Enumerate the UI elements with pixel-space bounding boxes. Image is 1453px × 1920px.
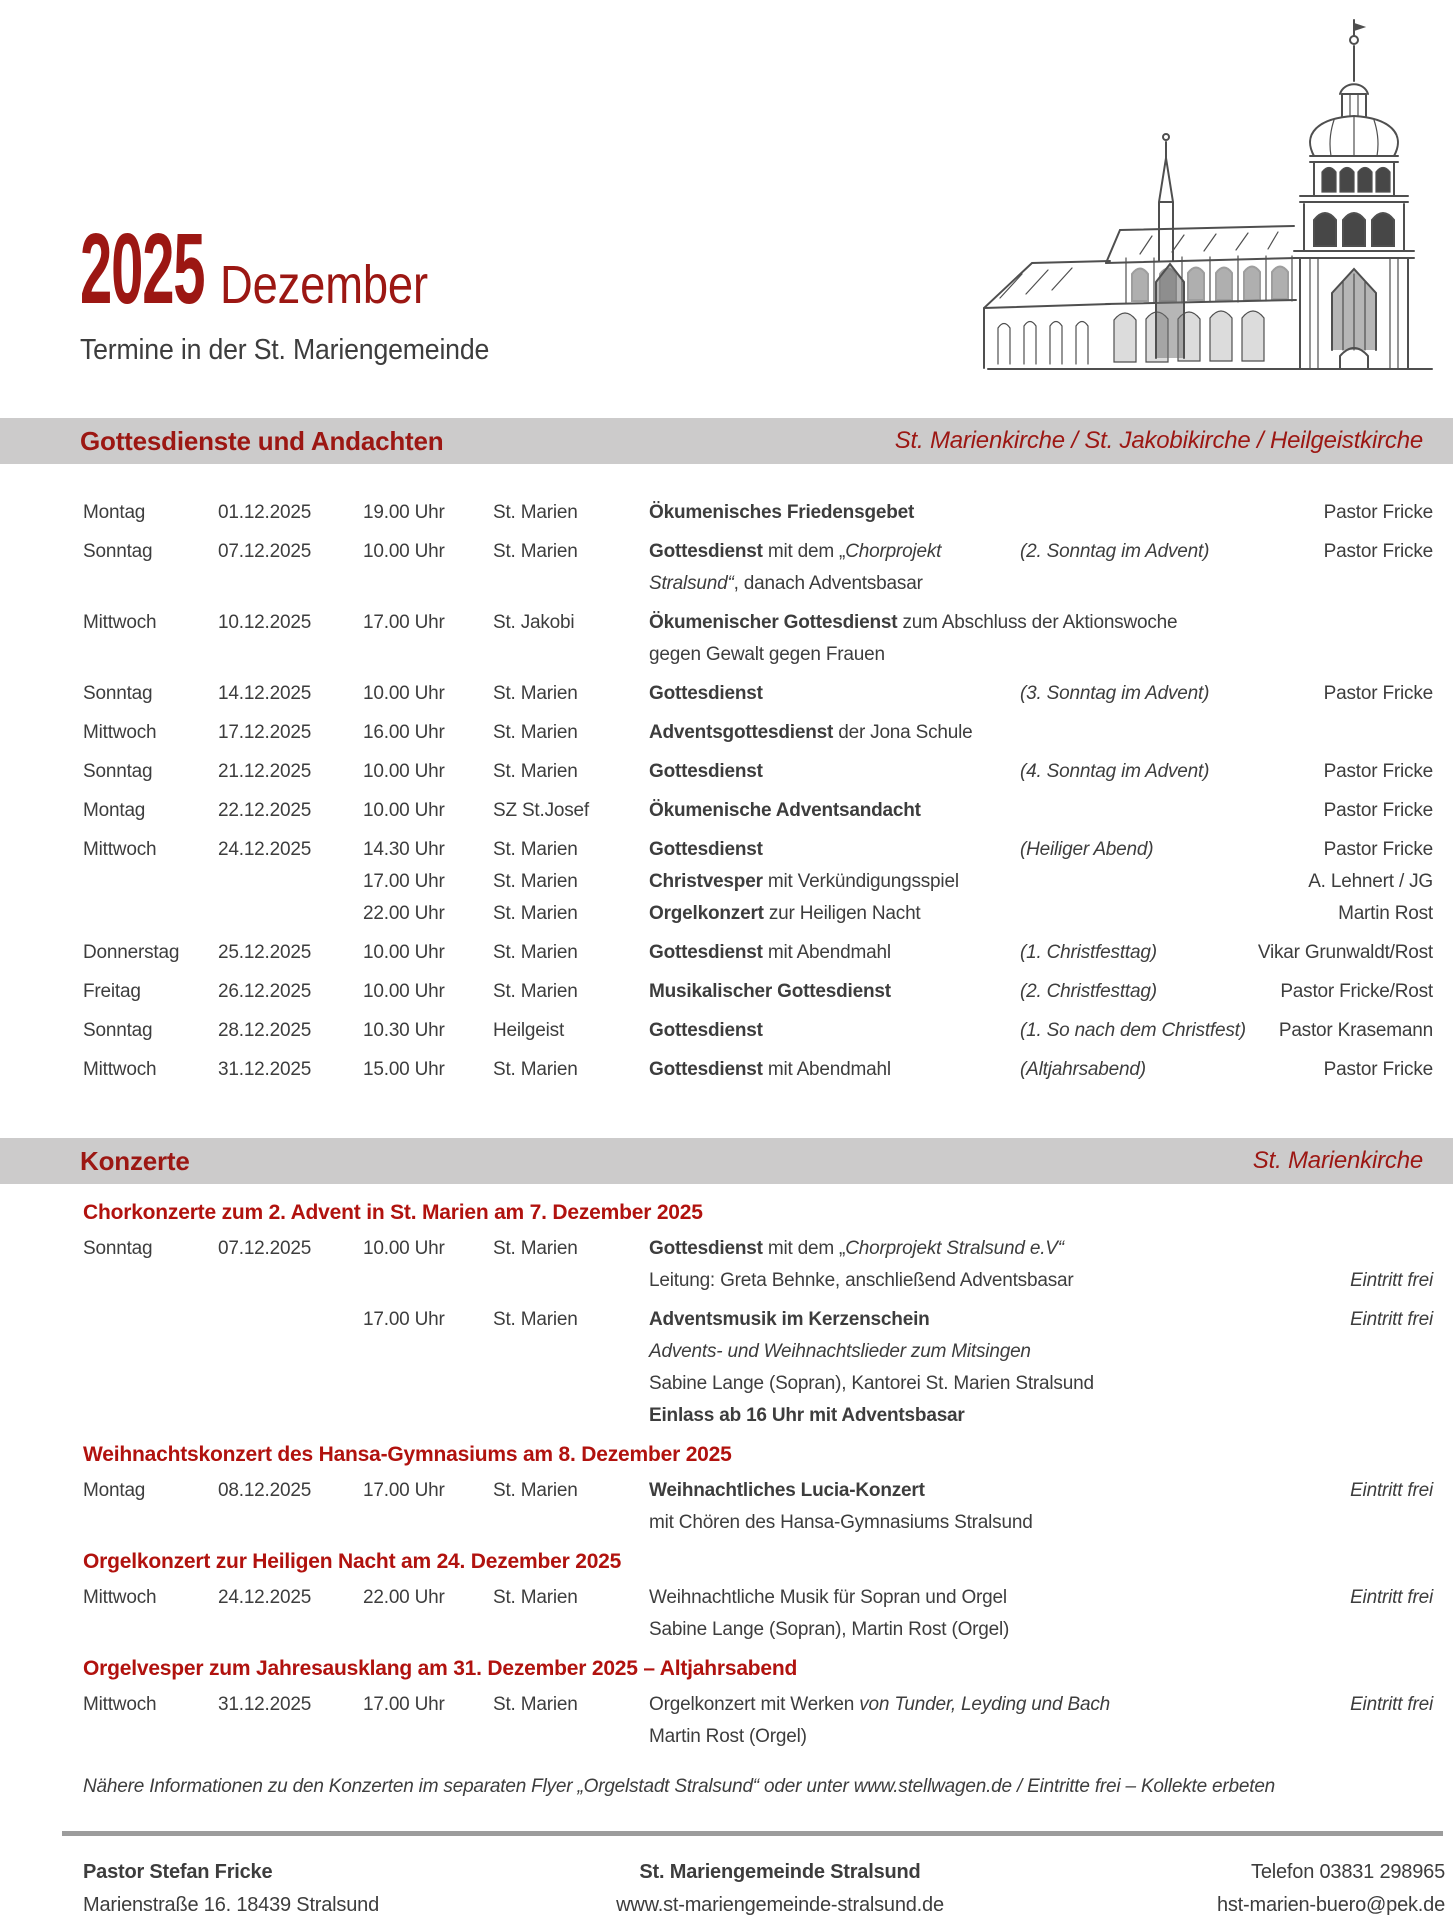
note-cell: (1. So nach dem Christfest) [1020, 1020, 1246, 1041]
text-segment: Musikalischer Gottesdienst [649, 981, 891, 1002]
service-row-line [83, 639, 1433, 671]
day-cell [83, 568, 218, 600]
text-segment: Orgelkonzert mit Werken [649, 1694, 860, 1715]
day-cell: Mittwoch [83, 612, 157, 633]
day-cell [83, 866, 218, 898]
date-cell: 17.12.2025 [218, 722, 312, 743]
concert-row-line [83, 1265, 1433, 1297]
day-cell [83, 1507, 218, 1539]
concert-row-line [83, 1689, 1433, 1721]
location-cell: St. Marien [493, 1694, 578, 1715]
service-row-line [83, 937, 1433, 969]
time-cell [363, 1265, 493, 1297]
date-cell: 21.12.2025 [218, 761, 312, 782]
time-cell: 10.00 Uhr [363, 800, 445, 821]
time-cell: 17.00 Uhr [363, 1694, 445, 1715]
date-cell [218, 1304, 363, 1336]
description-cell [649, 1689, 1433, 1721]
time-cell: 17.00 Uhr [363, 1309, 445, 1330]
title-month: Dezember [220, 255, 429, 315]
day-cell [83, 898, 218, 930]
footer-contact-person [83, 1856, 379, 1920]
time-cell: 10.00 Uhr [363, 942, 445, 963]
text-segment: Adventsgottesdienst [649, 722, 834, 743]
location-cell [493, 1400, 649, 1432]
service-row-line [83, 497, 1433, 529]
page-title [80, 212, 468, 327]
text-segment: mit dem „ [762, 541, 846, 562]
description-cell [649, 795, 1433, 827]
day-cell: Mittwoch [83, 722, 157, 743]
location-cell: St. Jakobi [493, 612, 575, 633]
day-cell: Montag [83, 502, 146, 523]
day-cell: Sonntag [83, 683, 153, 704]
location-cell: St. Marien [493, 683, 578, 704]
description-cell [649, 1233, 1433, 1265]
service-row-line [83, 717, 1433, 749]
note-cell: (2. Sonntag im Advent) [1020, 541, 1210, 562]
text-segment: Ökumenisches Friedensgebet [649, 502, 915, 523]
church-illustration [960, 6, 1448, 378]
pastor-cell: Pastor Fricke [1323, 502, 1433, 523]
description-cell [649, 1507, 1433, 1539]
text-segment: Ökumenische Adventsandacht [649, 800, 921, 821]
footer-phone: Telefon 03831 298965 [1251, 1861, 1445, 1883]
text-segment: Sabine Lange (Sopran), Kantorei St. Marien Stralsund [649, 1373, 1094, 1394]
note-cell: (2. Christfesttag) [1020, 981, 1157, 1002]
text-segment: Chorprojekt [845, 541, 942, 562]
services-section-title: Gottesdienste und Andachten [80, 425, 444, 456]
pastor-cell: Pastor Fricke [1323, 800, 1433, 821]
day-cell [83, 1265, 218, 1297]
concert-row-line [83, 1721, 1433, 1753]
pastor-cell: A. Lehnert / JG [1308, 871, 1433, 892]
concerts-footnote: Nähere Informationen zu den Konzerten im separaten Flyer „Orgelstadt Stralsund“ oder unter www.stellwagen.de / Eintritte frei – Kollekte erbeten [83, 1776, 1276, 1797]
concert-row-line [83, 1475, 1433, 1507]
date-cell: 01.12.2025 [218, 502, 312, 523]
concert-group-heading: Orgelvesper zum Jahresausklang am 31. Dezember 2025 – Altjahrsabend [83, 1657, 798, 1680]
text-segment: Advents- und Weihnachtslieder zum Mitsingen [649, 1341, 1031, 1362]
location-cell: Heilgeist [493, 1020, 565, 1041]
location-cell: St. Marien [493, 1587, 578, 1608]
time-cell [363, 568, 493, 600]
description-cell [649, 1614, 1433, 1646]
location-cell: St. Marien [493, 981, 578, 1002]
footer-parish [430, 1856, 1130, 1920]
date-cell [218, 1721, 363, 1753]
text-segment: Leitung: Greta Behnke, anschließend Adventsbasar [649, 1270, 1074, 1291]
location-cell: St. Marien [493, 942, 578, 963]
date-cell [218, 866, 363, 898]
text-segment: Martin Rost (Orgel) [649, 1726, 807, 1747]
date-cell [218, 1614, 363, 1646]
pastor-cell: Pastor Fricke [1323, 541, 1433, 562]
text-segment: Gottesdienst [649, 1020, 763, 1041]
service-row-line [83, 678, 1433, 710]
text-segment: Gottesdienst [649, 839, 763, 860]
service-row-line [83, 795, 1433, 827]
location-cell [493, 568, 649, 600]
day-cell [83, 1614, 218, 1646]
date-cell [218, 898, 363, 930]
date-cell: 31.12.2025 [218, 1694, 312, 1715]
time-cell [363, 1507, 493, 1539]
text-segment: Ökumenischer Gottesdienst [649, 612, 898, 633]
time-cell [363, 1721, 493, 1753]
text-segment: Gottesdienst [649, 1059, 763, 1080]
text-segment: Weihnachtliche Musik für Sopran und Orgel [649, 1587, 1007, 1608]
text-segment: Gottesdienst [649, 761, 763, 782]
description-cell [649, 1400, 1433, 1432]
description-cell [649, 717, 1433, 749]
footer-contact-details [1217, 1856, 1445, 1920]
time-cell: 19.00 Uhr [363, 502, 445, 523]
description-cell [649, 568, 1433, 600]
day-cell: Mittwoch [83, 1694, 157, 1715]
pastor-cell: Pastor Fricke [1323, 1059, 1433, 1080]
date-cell [218, 639, 363, 671]
admission-cell: Eintritt frei [1350, 1480, 1433, 1501]
description-cell [649, 1475, 1433, 1507]
service-row-line [83, 866, 1433, 898]
text-segment: Gottesdienst [649, 942, 763, 963]
service-row-line [83, 1015, 1433, 1047]
location-cell [493, 639, 649, 671]
footer-email: hst-marien-buero@pek.de [1216, 1894, 1445, 1916]
pastor-cell: Pastor Fricke/Rost [1280, 981, 1433, 1002]
pastor-cell: Pastor Krasemann [1278, 1020, 1433, 1041]
date-cell: 14.12.2025 [218, 683, 312, 704]
day-cell [83, 1400, 218, 1432]
text-segment: mit dem „ [762, 1238, 846, 1259]
service-row-line [83, 898, 1433, 930]
location-cell: SZ St.Josef [493, 800, 590, 821]
day-cell: Montag [83, 1480, 146, 1501]
date-cell [218, 568, 363, 600]
time-cell: 15.00 Uhr [363, 1059, 445, 1080]
day-cell [83, 639, 218, 671]
text-segment: Einlass ab 16 Uhr mit Adventsbasar [649, 1405, 965, 1426]
time-cell: 22.00 Uhr [363, 903, 445, 924]
note-cell: (Altjahrsabend) [1020, 1059, 1146, 1080]
description-cell [649, 497, 1433, 529]
day-cell: Montag [83, 800, 146, 821]
time-cell: 10.00 Uhr [363, 981, 445, 1002]
location-cell: St. Marien [493, 761, 578, 782]
day-cell [83, 1368, 218, 1400]
location-cell: St. Marien [493, 1059, 578, 1080]
date-cell: 24.12.2025 [218, 1587, 312, 1608]
footer-pastor-name: Pastor Stefan Fricke [83, 1861, 273, 1883]
concert-group-heading: Orgelkonzert zur Heiligen Nacht am 24. Dezember 2025 [83, 1550, 622, 1573]
date-cell [218, 1265, 363, 1297]
concert-group-heading: Weihnachtskonzert des Hansa-Gymnasiums am 8. Dezember 2025 [83, 1443, 732, 1466]
text-segment: , danach Adventsbasar [733, 573, 923, 594]
concerts-section-title: Konzerte [80, 1145, 190, 1176]
date-cell [218, 1336, 363, 1368]
day-cell: Mittwoch [83, 839, 157, 860]
services-table [83, 497, 1433, 1093]
concert-row-line [83, 1233, 1433, 1265]
admission-cell: Eintritt frei [1350, 1309, 1433, 1330]
admission-cell: Eintritt frei [1350, 1694, 1433, 1715]
pastor-cell: Pastor Fricke [1323, 839, 1433, 860]
pastor-cell: Vikar Grunwaldt/Rost [1257, 942, 1433, 963]
date-cell [218, 1400, 363, 1432]
service-row-line [83, 536, 1433, 568]
concert-row-line [83, 1400, 1433, 1432]
concert-group-heading: Chorkonzerte zum 2. Advent in St. Marien am 7. Dezember 2025 [83, 1201, 703, 1224]
date-cell: 08.12.2025 [218, 1480, 312, 1501]
location-cell: St. Marien [493, 839, 578, 860]
location-cell: St. Marien [493, 1480, 578, 1501]
description-cell [649, 1368, 1433, 1400]
date-cell: 24.12.2025 [218, 839, 312, 860]
day-cell: Donnerstag [83, 942, 180, 963]
text-segment: Orgelkonzert [649, 903, 764, 924]
location-cell: St. Marien [493, 722, 578, 743]
location-cell [493, 1614, 649, 1646]
date-cell: 28.12.2025 [218, 1020, 312, 1041]
location-cell: St. Marien [493, 1238, 578, 1259]
date-cell: 07.12.2025 [218, 1238, 312, 1259]
text-segment: Weihnachtliches Lucia-Konzert [649, 1480, 925, 1501]
service-row-line [83, 976, 1433, 1008]
time-cell: 14.30 Uhr [363, 839, 445, 860]
concerts-section-locations: St. Marienkirche [1252, 1147, 1423, 1174]
service-row-line [83, 834, 1433, 866]
location-cell: St. Marien [493, 1309, 578, 1330]
text-segment: Gottesdienst [649, 683, 763, 704]
text-segment: Adventsmusik im Kerzenschein [649, 1309, 930, 1330]
text-segment: Sabine Lange (Sopran), Martin Rost (Orgel) [649, 1619, 1010, 1640]
time-cell [363, 1614, 493, 1646]
title-year: 2025 [80, 213, 205, 325]
pastor-cell: Pastor Fricke [1323, 683, 1433, 704]
time-cell [363, 639, 493, 671]
description-cell [649, 1265, 1433, 1297]
concert-row-line [83, 1336, 1433, 1368]
day-cell: Sonntag [83, 541, 153, 562]
page-subtitle: Termine in der St. Mariengemeinde [80, 334, 490, 366]
concerts-section-banner [0, 1138, 1453, 1184]
text-segment: von Tunder, Leyding und Bach [859, 1694, 1110, 1715]
description-cell [649, 898, 1433, 930]
date-cell: 25.12.2025 [218, 942, 312, 963]
text-segment: Gottesdienst [649, 1238, 763, 1259]
location-cell [493, 1265, 649, 1297]
text-segment: gegen Gewalt gegen Frauen [649, 644, 885, 665]
date-cell: 22.12.2025 [218, 800, 312, 821]
pastor-cell: Pastor Fricke [1323, 761, 1433, 782]
time-cell [363, 1368, 493, 1400]
time-cell: 16.00 Uhr [363, 722, 445, 743]
description-cell [649, 1304, 1433, 1336]
admission-cell: Eintritt frei [1350, 1270, 1433, 1291]
concert-row-line [83, 1368, 1433, 1400]
location-cell: St. Marien [493, 871, 578, 892]
time-cell: 10.00 Uhr [363, 683, 445, 704]
text-segment: mit Verkündigungsspiel [762, 871, 959, 892]
day-cell: Mittwoch [83, 1587, 157, 1608]
description-cell [649, 607, 1433, 639]
service-row-line [83, 1054, 1433, 1086]
concert-row-line [83, 1582, 1433, 1614]
date-cell: 07.12.2025 [218, 541, 312, 562]
concert-row-line [83, 1507, 1433, 1539]
service-row-line [83, 756, 1433, 788]
text-segment: zur Heiligen Nacht [763, 903, 921, 924]
concert-row-line [83, 1614, 1433, 1646]
note-cell: (3. Sonntag im Advent) [1020, 683, 1210, 704]
location-cell: St. Marien [493, 903, 578, 924]
description-cell [649, 1336, 1433, 1368]
footer-website: www.st-mariengemeinde-stralsund.de [616, 1894, 944, 1916]
time-cell: 22.00 Uhr [363, 1587, 445, 1608]
text-segment: mit Abendmahl [762, 1059, 891, 1080]
time-cell: 17.00 Uhr [363, 1480, 445, 1501]
description-cell [649, 639, 1433, 671]
date-cell [218, 1507, 363, 1539]
note-cell: (4. Sonntag im Advent) [1020, 761, 1210, 782]
description-cell [649, 1582, 1433, 1614]
day-cell [83, 1304, 218, 1336]
text-segment: mit Abendmahl [762, 942, 891, 963]
time-cell [363, 1336, 493, 1368]
footer-divider [62, 1831, 1443, 1836]
note-cell: (Heiliger Abend) [1020, 839, 1154, 860]
description-cell [649, 1721, 1433, 1753]
text-segment: Stralsund“ [649, 573, 734, 594]
day-cell: Sonntag [83, 761, 153, 782]
concerts-table [83, 1190, 1433, 1760]
text-segment: Chorprojekt Stralsund e.V“ [845, 1238, 1064, 1259]
time-cell [363, 1400, 493, 1432]
time-cell: 10.00 Uhr [363, 541, 445, 562]
time-cell: 10.00 Uhr [363, 761, 445, 782]
location-cell: St. Marien [493, 502, 578, 523]
time-cell: 10.00 Uhr [363, 1238, 445, 1259]
day-cell: Sonntag [83, 1020, 153, 1041]
time-cell: 17.00 Uhr [363, 871, 445, 892]
location-cell [493, 1721, 649, 1753]
concert-row-line [83, 1304, 1433, 1336]
location-cell: St. Marien [493, 541, 578, 562]
location-cell [493, 1368, 649, 1400]
footer-address: Marienstraße 16. 18439 Stralsund [83, 1894, 379, 1916]
text-segment: Gottesdienst [649, 541, 763, 562]
day-cell [83, 1336, 218, 1368]
time-cell: 17.00 Uhr [363, 612, 445, 633]
text-segment: zum Abschluss der Aktionswoche [897, 612, 1178, 633]
service-row-line [83, 568, 1433, 600]
location-cell [493, 1336, 649, 1368]
services-section-banner [0, 418, 1453, 464]
day-cell: Freitag [83, 981, 141, 1002]
admission-cell: Eintritt frei [1350, 1587, 1433, 1608]
text-segment: Christvesper [649, 871, 763, 892]
services-section-locations: St. Marienkirche / St. Jakobikirche / Heilgeistkirche [894, 427, 1423, 454]
day-cell: Mittwoch [83, 1059, 157, 1080]
service-row-line [83, 607, 1433, 639]
date-cell: 31.12.2025 [218, 1059, 312, 1080]
text-segment: mit Chören des Hansa-Gymnasiums Stralsund [649, 1512, 1033, 1533]
date-cell: 10.12.2025 [218, 612, 312, 633]
time-cell: 10.30 Uhr [363, 1020, 445, 1041]
date-cell [218, 1368, 363, 1400]
date-cell: 26.12.2025 [218, 981, 312, 1002]
footer-parish-name: St. Mariengemeinde Stralsund [639, 1861, 921, 1883]
day-cell [83, 1721, 218, 1753]
location-cell [493, 1507, 649, 1539]
day-cell: Sonntag [83, 1238, 153, 1259]
note-cell: (1. Christfesttag) [1020, 942, 1157, 963]
pastor-cell: Martin Rost [1338, 903, 1433, 924]
text-segment: der Jona Schule [833, 722, 973, 743]
